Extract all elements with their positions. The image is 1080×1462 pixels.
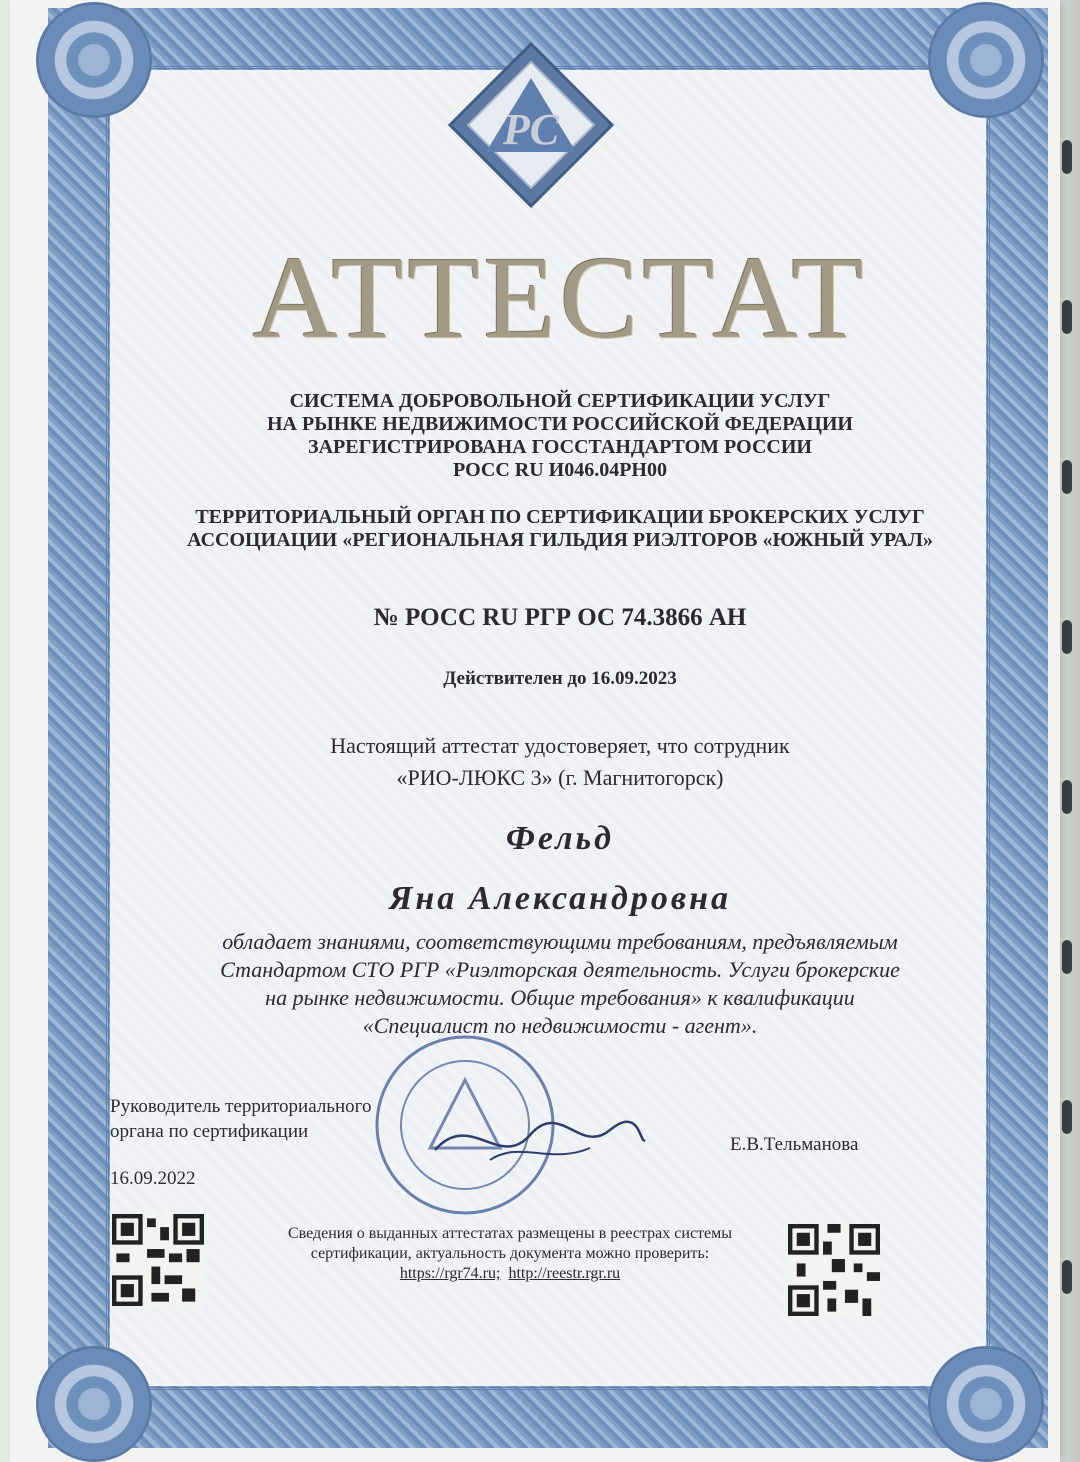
- certificate-title: АТТЕСТАТ: [252, 232, 868, 363]
- issue-date: 16.09.2022: [110, 1168, 196, 1189]
- certifies-line: «РИО-ЛЮКС 3» (г. Магнитогорск): [396, 765, 724, 790]
- binder-hole: [1062, 780, 1072, 814]
- organization-logo: [446, 40, 616, 210]
- logo-letters: РС: [502, 105, 560, 154]
- requirement-line: «Специалист по недвижимости - агент».: [362, 1013, 758, 1038]
- registry-links: [240, 1264, 780, 1284]
- link-rgr74[interactable]: https://rgr74.ru;: [399, 1265, 501, 1282]
- corner-rosette: [36, 1346, 152, 1462]
- head-line: органа по сертификации: [110, 1121, 309, 1142]
- qr-code-right: [788, 1224, 880, 1316]
- holder-given-names: Яна Александровна: [389, 880, 731, 917]
- binder-hole: [1062, 140, 1072, 174]
- qualification-text: [120, 928, 1000, 1040]
- binder-hole: [1062, 1100, 1072, 1134]
- corner-rosette: [928, 1346, 1044, 1462]
- link-reestr[interactable]: http://reestr.rgr.ru: [508, 1265, 621, 1282]
- territorial-body-block: [120, 506, 1000, 552]
- certifies-line: Настоящий аттестат удостоверяет, что сотрудник: [330, 733, 790, 758]
- signer-name: Е.В.Тельманова: [730, 1134, 859, 1155]
- corner-rosette: [36, 2, 152, 118]
- system-line: НА РЫНКЕ НЕДВИЖИМОСТИ РОССИЙСКОЙ ФЕДЕРАЦИИ: [266, 413, 853, 435]
- territorial-line: ТЕРРИТОРИАЛЬНЫЙ ОРГАН ПО СЕРТИФИКАЦИИ БРОКЕРСКИХ УСЛУГ: [195, 506, 925, 528]
- system-line: РОСС RU И046.04РН00: [452, 459, 667, 481]
- binder-hole: [1062, 940, 1072, 974]
- certifies-text: [160, 730, 960, 794]
- signature: [430, 1100, 650, 1180]
- qr-code-left: [112, 1214, 204, 1306]
- info-line: сертификации, актуальность документа можно проверить:: [310, 1245, 710, 1262]
- certification-system-block: [160, 390, 960, 482]
- corner-rosette: [928, 2, 1044, 118]
- binder-hole: [1062, 1260, 1072, 1294]
- certificate-sheet: [10, 0, 1060, 1462]
- registry-info: [240, 1224, 780, 1284]
- binder-hole: [1062, 620, 1072, 654]
- requirement-line: на рынке недвижимости. Общие требования» к квалификации: [265, 985, 855, 1010]
- certificate-number: № РОСС RU РГР ОС 74.3866 АН: [373, 604, 747, 631]
- binder-hole: [1062, 460, 1072, 494]
- valid-until: Действителен до 16.09.2023: [443, 668, 677, 689]
- system-line: ЗАРЕГИСТРИРОВАНА ГОССТАНДАРТОМ РОССИИ: [308, 436, 812, 458]
- info-line: Сведения о выданных аттестатах размещены в реестрах системы: [287, 1225, 733, 1242]
- system-line: СИСТЕМА ДОБРОВОЛЬНОЙ СЕРТИФИКАЦИИ УСЛУГ: [289, 390, 831, 412]
- territorial-line: АССОЦИАЦИИ «РЕГИОНАЛЬНАЯ ГИЛЬДИЯ РИЭЛТОРОВ «ЮЖНЫЙ УРАЛ»: [187, 529, 933, 551]
- requirement-line: Стандартом СТО РГР «Риэлторская деятельность. Услуги брокерские: [220, 957, 900, 982]
- head-line: Руководитель территориального: [110, 1096, 372, 1117]
- binder-hole: [1062, 300, 1072, 334]
- head-title: [110, 1094, 430, 1144]
- requirement-line: обладает знаниями, соответствующими требованиям, предъявляемым: [222, 929, 898, 954]
- holder-surname: Фельд: [505, 820, 614, 857]
